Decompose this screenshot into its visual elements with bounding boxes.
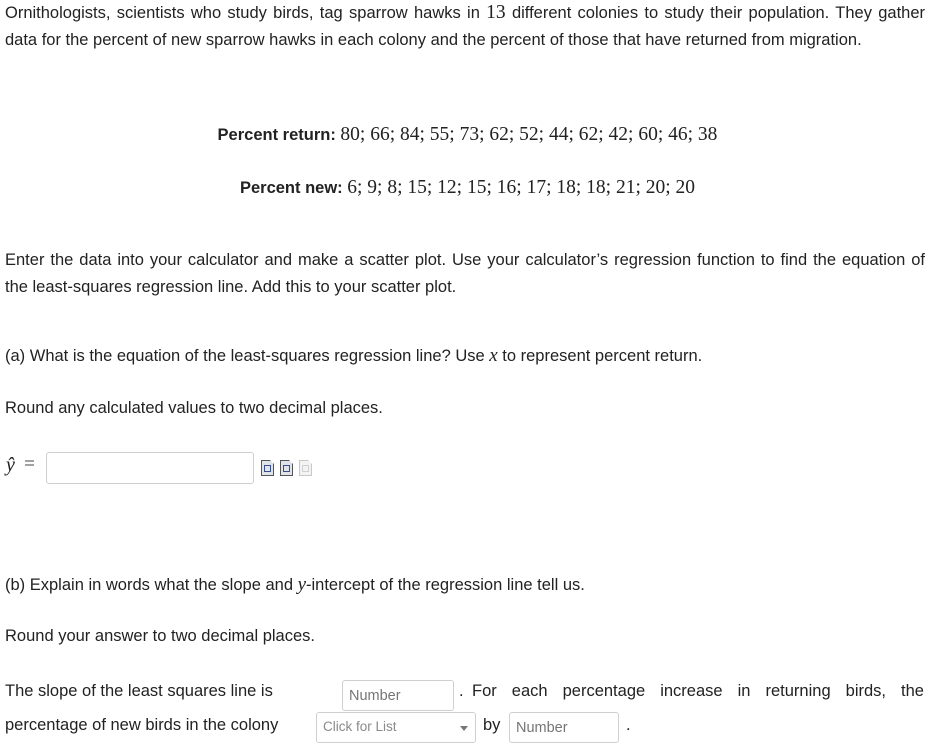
part-b-question-start: (b) Explain in words what the slope and	[5, 576, 298, 594]
part-b-question	[5, 574, 585, 596]
increase-text: For each percentage increase in returning birds, the	[472, 682, 924, 700]
intro-text-end: different colonies to study their population. They gather data for the percent of new sparrow hawks in each colony and the percent of those that have returned from migration.	[5, 4, 926, 49]
colony-count: 13	[486, 2, 506, 23]
part-b-variable: y	[297, 574, 307, 595]
by-text: by	[483, 716, 501, 734]
intro-paragraph	[5, 0, 925, 53]
part-a-variable: x	[489, 345, 498, 366]
instructions-paragraph: Enter the data into your calculator and make a scatter plot. Use your calculator’s regression function to find the equation of the least-squares regression line. Add this to your scatter plot.	[5, 251, 925, 296]
part-a-question-start: (a) What is the equation of the least-squares regression line? Use	[5, 347, 490, 365]
disabled-editor-icon	[299, 460, 312, 476]
period-two: .	[626, 716, 631, 734]
slope-input[interactable]	[342, 680, 454, 711]
part-a-rounding: Round any calculated values to two decimal places.	[5, 399, 383, 417]
sigma-editor-icon[interactable]	[280, 460, 293, 476]
percent-return-values: 80; 66; 84; 55; 73; 62; 52; 44; 62; 42; 60; 46; 38	[340, 124, 718, 145]
percent-new-label: Percent new:	[239, 179, 343, 197]
dropdown-value: Click for List	[323, 719, 397, 734]
change-dropdown[interactable]	[316, 712, 476, 743]
part-a-question	[5, 345, 702, 367]
percent-new-line	[0, 177, 935, 199]
regression-equation-input[interactable]	[46, 452, 254, 484]
intro-text-start: Ornithologists, scientists who study birds, tag sparrow hawks in	[5, 4, 487, 22]
part-a-question-end: to represent percent return.	[497, 347, 703, 365]
equals-sign: =	[24, 454, 35, 475]
part-b-rounding: Round your answer to two decimal places.	[5, 627, 315, 645]
yhat-symbol: ŷ	[6, 454, 15, 476]
percent-return-line	[0, 124, 935, 146]
slope-text: The slope of the least squares line is	[5, 682, 273, 700]
period-one: .	[459, 682, 464, 700]
change-amount-input[interactable]	[509, 712, 619, 743]
dropdown-caret-icon	[460, 726, 468, 731]
part-b-question-end: -intercept of the regression line tell us.	[306, 576, 585, 594]
percent-new-values: 6; 9; 8; 15; 12; 15; 16; 17; 18; 18; 21; 20; 20	[347, 177, 696, 198]
percent-return-label: Percent return:	[217, 126, 336, 144]
equation-editor-icon[interactable]	[261, 460, 274, 476]
colony-text: percentage of new birds in the colony	[5, 716, 279, 734]
